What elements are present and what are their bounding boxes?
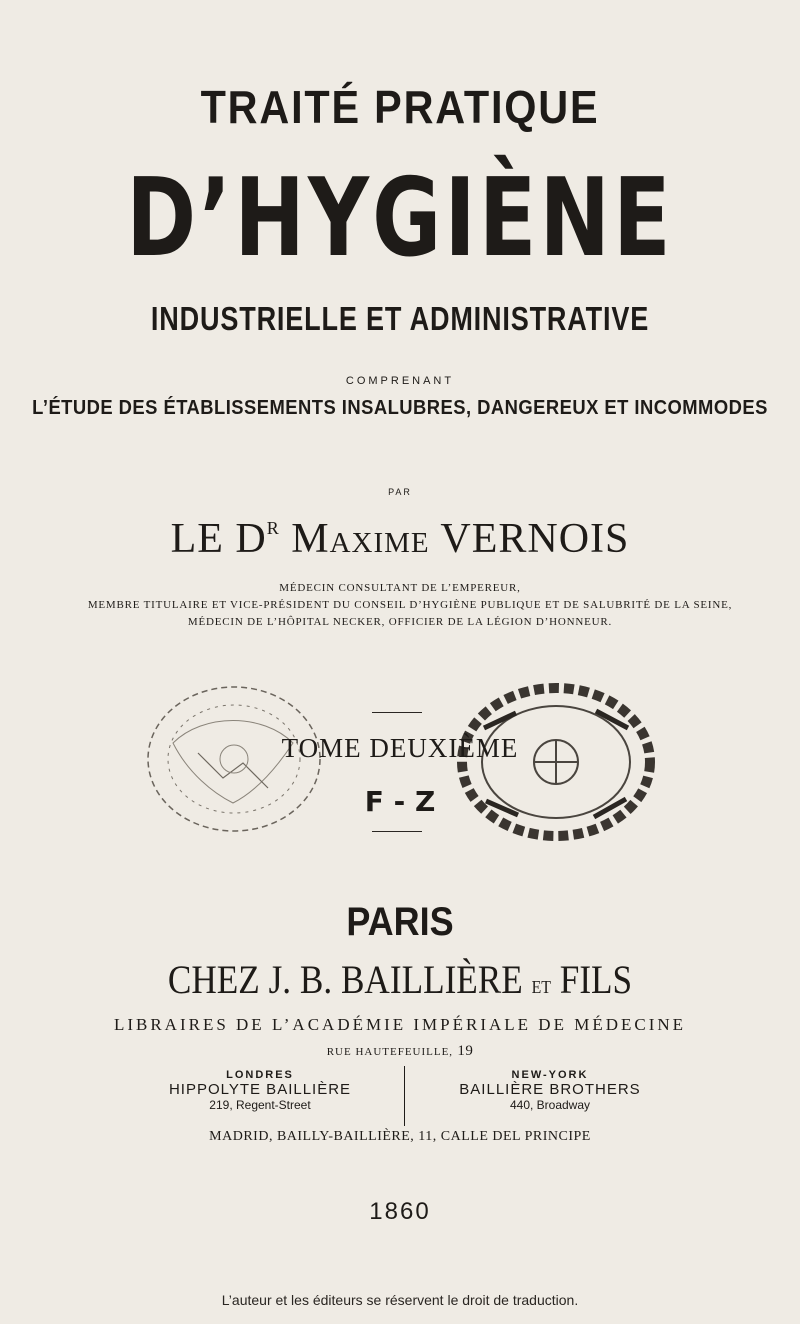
newyork-house: BAILLIÈRE BROTHERS [459,1081,641,1098]
subtitle-etude: L’ÉTUDE DES ÉTABLISSEMENTS INSALUBRES, DANGEREUX ET INCOMMODES [32,397,768,419]
rue-label: RUE HAUTEFEUILLE, [326,1046,454,1058]
par-label: PAR [388,487,412,497]
publisher-name [48,956,752,1003]
branch-divider [404,1066,405,1126]
publisher-libraires: LIBRAIRES DE L’ACADÉMIE IMPÉRIALE DE MÉDECINE [113,1015,687,1034]
tome-top-rule [372,712,422,713]
author-credential-3: MÉDECIN DE L’HÔPITAL NECKER, OFFICIER DE LA LÉGION D’HONNEUR. [187,616,613,628]
author-name [0,515,800,563]
rue-number: 19 [457,1043,474,1059]
london-branch [130,1069,390,1112]
author-surname: VERNOIS [440,516,630,562]
author-firstname: Maxime [291,516,430,562]
title-line-3: INDUSTRIELLE ET ADMINISTRATIVE [150,300,650,337]
publisher-et: et [531,970,551,999]
publisher-city: PARIS [346,900,454,944]
title-line-2: D’HYGIÈNE [126,156,674,281]
author-title-sup: R [266,518,280,538]
newyork-branch [420,1069,680,1112]
london-house: HIPPOLYTE BAILLIÈRE [168,1081,352,1098]
publisher-chez: CHEZ J. B. BAILLIÈRE [167,957,523,1002]
london-address: 219, Regent-Street [209,1098,311,1112]
newyork-address: 440, Broadway [509,1098,591,1112]
title-line-1: TRAITÉ PRATIQUE [200,81,600,133]
newyork-city: NEW-YORK [511,1069,589,1081]
publisher-rue [0,1043,800,1060]
author-credential-2: MEMBRE TITULAIRE ET VICE-PRÉSIDENT DU CONSEIL D’HYGIÈNE PUBLIQUE ET DE SALUBRITÉ DE LA SEINE, [87,599,733,611]
madrid-branch: MADRID, BAILLY-BAILLIÈRE, 11, CALLE DEL PRINCIPE [209,1129,591,1144]
volume-range: F - Z [364,785,436,818]
volume-tome: TOME DEUXIÈME [281,733,519,763]
publisher-fils: FILS [559,957,633,1002]
rights-notice: L’auteur et les éditeurs se réservent le droit de traduction. [221,1292,579,1308]
comprenant-label: COMPRENANT [345,375,455,387]
author-prefix: LE D [170,516,267,562]
publication-year: 1860 [369,1198,431,1225]
tome-bottom-rule [372,831,422,832]
author-credential-1: MÉDECIN CONSULTANT DE L’EMPEREUR, [279,582,521,594]
london-city: LONDRES [226,1069,294,1081]
